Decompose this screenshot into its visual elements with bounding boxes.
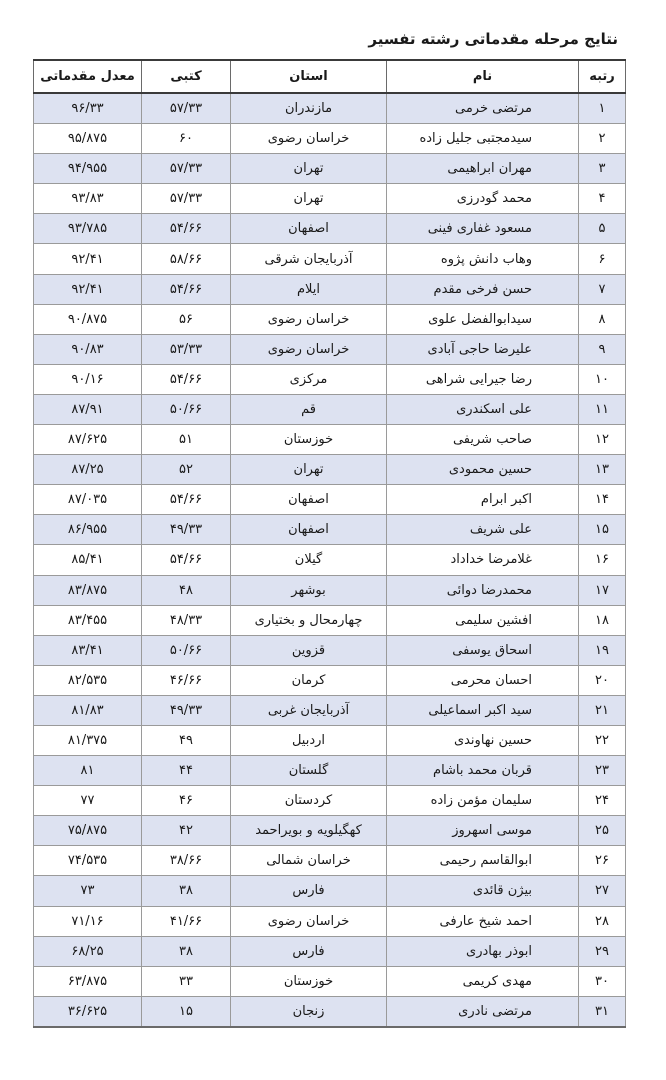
- table-row: [34, 936, 626, 966]
- cell-rank: ۲۸: [579, 906, 626, 936]
- table-row: [34, 364, 626, 394]
- cell-name: رضا جیرایی شراهی: [387, 364, 579, 394]
- table-row: [34, 996, 626, 1027]
- cell-written: ۵۴/۶۶: [142, 214, 231, 244]
- cell-rank: ۳۱: [579, 996, 626, 1027]
- cell-rank: ۱۲: [579, 425, 626, 455]
- cell-name: علیرضا حاجی آبادی: [387, 334, 579, 364]
- cell-average: ۸۶/۹۵۵: [34, 515, 142, 545]
- table-row: [34, 876, 626, 906]
- cell-province: اردبیل: [231, 725, 387, 755]
- cell-rank: ۲۲: [579, 725, 626, 755]
- cell-province: آذربایجان شرقی: [231, 244, 387, 274]
- cell-written: ۵۳/۳۳: [142, 334, 231, 364]
- cell-rank: ۲۹: [579, 936, 626, 966]
- header-row: [34, 60, 626, 93]
- table-row: [34, 214, 626, 244]
- cell-province: قزوین: [231, 635, 387, 665]
- cell-average: ۸۷/۰۳۵: [34, 485, 142, 515]
- table-row: [34, 334, 626, 364]
- table-row: [34, 846, 626, 876]
- cell-province: اصفهان: [231, 485, 387, 515]
- cell-average: ۹۲/۴۱: [34, 274, 142, 304]
- cell-written: ۶۰: [142, 124, 231, 154]
- cell-name: حسن فرخی مقدم: [387, 274, 579, 304]
- cell-written: ۴۹/۳۳: [142, 515, 231, 545]
- cell-rank: ۱۶: [579, 545, 626, 575]
- cell-name: احمد شیخ عارفی: [387, 906, 579, 936]
- table-row: [34, 124, 626, 154]
- cell-rank: ۲۳: [579, 756, 626, 786]
- cell-average: ۹۲/۴۱: [34, 244, 142, 274]
- cell-average: ۷۴/۵۳۵: [34, 846, 142, 876]
- cell-province: ایلام: [231, 274, 387, 304]
- cell-written: ۴۲: [142, 816, 231, 846]
- cell-name: بیژن قائدی: [387, 876, 579, 906]
- cell-name: مهدی کریمی: [387, 966, 579, 996]
- cell-rank: ۲۰: [579, 665, 626, 695]
- table-row: [34, 485, 626, 515]
- cell-name: صاحب شریفی: [387, 425, 579, 455]
- cell-name: ابوذر بهادری: [387, 936, 579, 966]
- cell-province: گیلان: [231, 545, 387, 575]
- header-average: معدل مقدماتی: [34, 60, 142, 93]
- cell-province: آذربایجان غربی: [231, 695, 387, 725]
- cell-province: مرکزی: [231, 364, 387, 394]
- cell-name: سیدابوالفضل علوی: [387, 304, 579, 334]
- cell-province: مازندران: [231, 93, 387, 124]
- cell-province: خراسان شمالی: [231, 846, 387, 876]
- cell-average: ۸۱/۸۳: [34, 695, 142, 725]
- cell-name: حسین نهاوندی: [387, 725, 579, 755]
- cell-rank: ۱۳: [579, 455, 626, 485]
- cell-rank: ۱۱: [579, 394, 626, 424]
- cell-written: ۵۰/۶۶: [142, 635, 231, 665]
- cell-name: اسحاق یوسفی: [387, 635, 579, 665]
- cell-written: ۵۴/۶۶: [142, 485, 231, 515]
- cell-province: کهگیلویه و بویراحمد: [231, 816, 387, 846]
- cell-province: زنجان: [231, 996, 387, 1027]
- cell-rank: ۸: [579, 304, 626, 334]
- cell-rank: ۱: [579, 93, 626, 124]
- cell-name: ابوالقاسم رحیمی: [387, 846, 579, 876]
- cell-name: افشین سلیمی: [387, 605, 579, 635]
- cell-rank: ۱۷: [579, 575, 626, 605]
- cell-average: ۸۷/۲۵: [34, 455, 142, 485]
- table-body: [34, 93, 626, 1027]
- cell-written: ۵۷/۳۳: [142, 154, 231, 184]
- table-header: [34, 60, 626, 93]
- results-table: [33, 59, 626, 1028]
- cell-province: گلستان: [231, 756, 387, 786]
- cell-name: سلیمان مؤمن زاده: [387, 786, 579, 816]
- table-row: [34, 184, 626, 214]
- table-row: [34, 455, 626, 485]
- cell-written: ۴۹/۳۳: [142, 695, 231, 725]
- cell-rank: ۲۱: [579, 695, 626, 725]
- cell-name: محمد گودرزی: [387, 184, 579, 214]
- cell-rank: ۲۷: [579, 876, 626, 906]
- cell-average: ۶۳/۸۷۵: [34, 966, 142, 996]
- cell-province: تهران: [231, 154, 387, 184]
- cell-rank: ۶: [579, 244, 626, 274]
- cell-average: ۶۸/۲۵: [34, 936, 142, 966]
- cell-written: ۵۶: [142, 304, 231, 334]
- cell-rank: ۲۵: [579, 816, 626, 846]
- cell-written: ۴۶: [142, 786, 231, 816]
- cell-name: حسین محمودی: [387, 455, 579, 485]
- cell-average: ۹۰/۱۶: [34, 364, 142, 394]
- cell-rank: ۴: [579, 184, 626, 214]
- table-row: [34, 244, 626, 274]
- cell-average: ۹۶/۳۳: [34, 93, 142, 124]
- table-row: [34, 515, 626, 545]
- cell-province: خراسان رضوی: [231, 906, 387, 936]
- cell-written: ۴۹: [142, 725, 231, 755]
- cell-average: ۷۳: [34, 876, 142, 906]
- cell-written: ۳۸: [142, 936, 231, 966]
- cell-name: قربان محمد باشام: [387, 756, 579, 786]
- cell-name: سیدمجتبی جلیل زاده: [387, 124, 579, 154]
- cell-rank: ۱۴: [579, 485, 626, 515]
- cell-written: ۴۱/۶۶: [142, 906, 231, 936]
- cell-rank: ۷: [579, 274, 626, 304]
- cell-province: خراسان رضوی: [231, 334, 387, 364]
- cell-province: خوزستان: [231, 425, 387, 455]
- cell-written: ۵۲: [142, 455, 231, 485]
- table-row: [34, 304, 626, 334]
- cell-rank: ۵: [579, 214, 626, 244]
- cell-written: ۴۸: [142, 575, 231, 605]
- cell-rank: ۲: [579, 124, 626, 154]
- cell-written: ۳۳: [142, 966, 231, 996]
- cell-written: ۱۵: [142, 996, 231, 1027]
- cell-province: چهارمحال و بختیاری: [231, 605, 387, 635]
- cell-average: ۸۵/۴۱: [34, 545, 142, 575]
- cell-province: اصفهان: [231, 515, 387, 545]
- table-row: [34, 154, 626, 184]
- header-province: استان: [231, 60, 387, 93]
- cell-written: ۵۴/۶۶: [142, 274, 231, 304]
- cell-written: ۴۴: [142, 756, 231, 786]
- cell-name: سید اکبر اسماعیلی: [387, 695, 579, 725]
- cell-province: بوشهر: [231, 575, 387, 605]
- cell-province: کردستان: [231, 786, 387, 816]
- cell-name: غلامرضا خداداد: [387, 545, 579, 575]
- table-row: [34, 906, 626, 936]
- cell-name: موسی اسهروز: [387, 816, 579, 846]
- cell-written: ۵۸/۶۶: [142, 244, 231, 274]
- header-written: کتبی: [142, 60, 231, 93]
- cell-province: خراسان رضوی: [231, 304, 387, 334]
- cell-province: فارس: [231, 876, 387, 906]
- cell-province: تهران: [231, 184, 387, 214]
- cell-average: ۹۴/۹۵۵: [34, 154, 142, 184]
- cell-rank: ۱۹: [579, 635, 626, 665]
- cell-written: ۵۱: [142, 425, 231, 455]
- table-row: [34, 695, 626, 725]
- cell-rank: ۹: [579, 334, 626, 364]
- cell-rank: ۱۸: [579, 605, 626, 635]
- cell-name: مسعود غفاری فینی: [387, 214, 579, 244]
- cell-name: احسان محرمی: [387, 665, 579, 695]
- table-row: [34, 665, 626, 695]
- cell-rank: ۳: [579, 154, 626, 184]
- cell-province: اصفهان: [231, 214, 387, 244]
- cell-province: خوزستان: [231, 966, 387, 996]
- cell-province: خراسان رضوی: [231, 124, 387, 154]
- cell-written: ۴۸/۳۳: [142, 605, 231, 635]
- header-name: نام: [387, 60, 579, 93]
- table-row: [34, 394, 626, 424]
- cell-name: مهران ابراهیمی: [387, 154, 579, 184]
- table-row: [34, 816, 626, 846]
- cell-average: ۷۷: [34, 786, 142, 816]
- table-row: [34, 425, 626, 455]
- cell-average: ۳۶/۶۲۵: [34, 996, 142, 1027]
- cell-average: ۸۷/۶۲۵: [34, 425, 142, 455]
- table-row: [34, 756, 626, 786]
- cell-average: ۸۱: [34, 756, 142, 786]
- table-row: [34, 605, 626, 635]
- header-rank: رتبه: [579, 60, 626, 93]
- cell-province: قم: [231, 394, 387, 424]
- cell-name: مرتضی خرمی: [387, 93, 579, 124]
- cell-name: علی اسکندری: [387, 394, 579, 424]
- cell-name: اکبر ابرام: [387, 485, 579, 515]
- cell-rank: ۱۰: [579, 364, 626, 394]
- cell-rank: ۳۰: [579, 966, 626, 996]
- cell-written: ۵۴/۶۶: [142, 364, 231, 394]
- table-row: [34, 545, 626, 575]
- page-title: نتایج مرحله مقدماتی رشته تفسیر: [368, 30, 618, 48]
- cell-average: ۸۱/۳۷۵: [34, 725, 142, 755]
- cell-rank: ۲۶: [579, 846, 626, 876]
- table-row: [34, 725, 626, 755]
- cell-average: ۸۳/۴۵۵: [34, 605, 142, 635]
- cell-average: ۷۵/۸۷۵: [34, 816, 142, 846]
- cell-average: ۹۰/۸۷۵: [34, 304, 142, 334]
- cell-written: ۵۷/۳۳: [142, 93, 231, 124]
- cell-written: ۵۷/۳۳: [142, 184, 231, 214]
- cell-average: ۷۱/۱۶: [34, 906, 142, 936]
- cell-written: ۵۰/۶۶: [142, 394, 231, 424]
- table-row: [34, 635, 626, 665]
- table-row: [34, 575, 626, 605]
- cell-name: مرتضی نادری: [387, 996, 579, 1027]
- cell-name: وهاب دانش پژوه: [387, 244, 579, 274]
- cell-name: محمدرضا دوائی: [387, 575, 579, 605]
- cell-average: ۹۰/۸۳: [34, 334, 142, 364]
- cell-written: ۳۸/۶۶: [142, 846, 231, 876]
- cell-rank: ۲۴: [579, 786, 626, 816]
- cell-rank: ۱۵: [579, 515, 626, 545]
- cell-average: ۸۲/۵۳۵: [34, 665, 142, 695]
- cell-written: ۴۶/۶۶: [142, 665, 231, 695]
- table-row: [34, 274, 626, 304]
- cell-average: ۹۵/۸۷۵: [34, 124, 142, 154]
- cell-written: ۳۸: [142, 876, 231, 906]
- cell-province: کرمان: [231, 665, 387, 695]
- table-row: [34, 786, 626, 816]
- cell-average: ۸۳/۴۱: [34, 635, 142, 665]
- cell-average: ۹۳/۸۳: [34, 184, 142, 214]
- table-row: [34, 93, 626, 124]
- cell-average: ۸۷/۹۱: [34, 394, 142, 424]
- cell-province: تهران: [231, 455, 387, 485]
- cell-average: ۹۳/۷۸۵: [34, 214, 142, 244]
- cell-name: علی شریف: [387, 515, 579, 545]
- cell-written: ۵۴/۶۶: [142, 545, 231, 575]
- cell-average: ۸۳/۸۷۵: [34, 575, 142, 605]
- table-row: [34, 966, 626, 996]
- cell-province: فارس: [231, 936, 387, 966]
